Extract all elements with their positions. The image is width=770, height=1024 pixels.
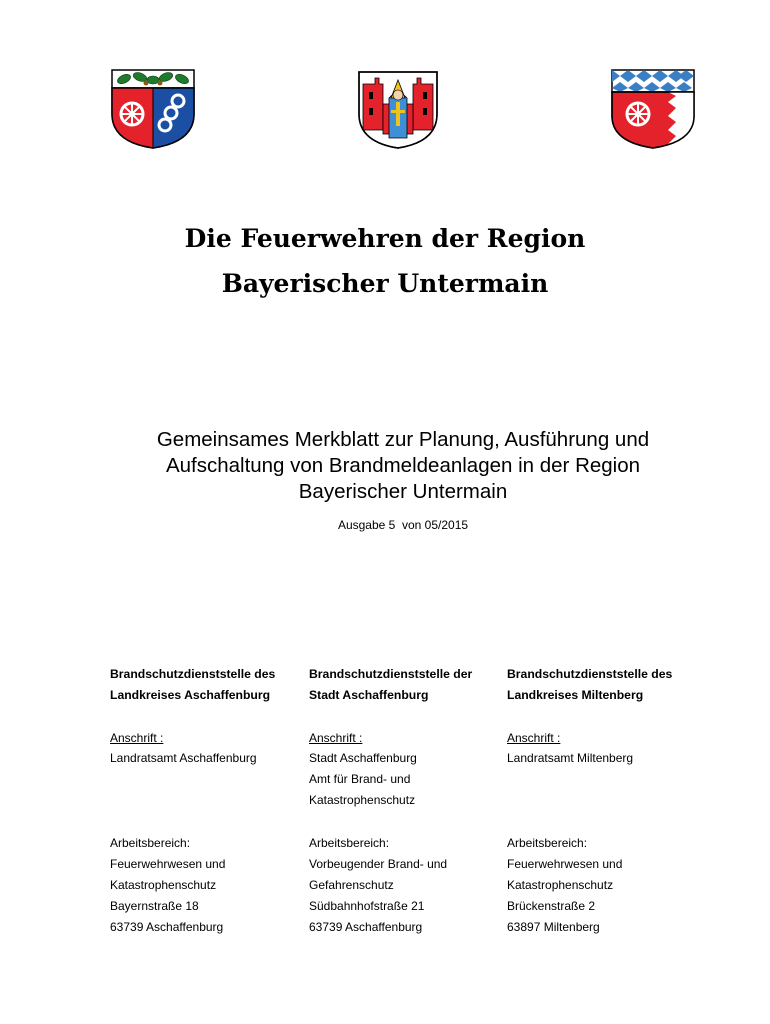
street-address: Brückenstraße 2: [507, 899, 596, 913]
work-area-line: Feuerwehrwesen und: [507, 857, 623, 871]
street-address: Südbahnhofstraße 21: [309, 899, 425, 913]
work-area-line: Katastrophenschutz: [110, 878, 217, 892]
address-line: Landratsamt Aschaffenburg: [110, 751, 257, 765]
column-heading-line-2: Landkreises Miltenberg: [507, 688, 644, 702]
coat-of-arms-stadt-aschaffenburg-icon: [355, 68, 441, 150]
postal-city: 63739 Aschaffenburg: [309, 920, 423, 934]
column-heading-line-1: Brandschutzdienststelle des: [507, 667, 673, 681]
column-heading-line-2: Stadt Aschaffenburg: [309, 688, 429, 702]
work-area-line: Katastrophenschutz: [507, 878, 614, 892]
contact-column-landkreis-miltenberg: [507, 664, 702, 938]
postal-city: 63897 Miltenberg: [507, 920, 600, 934]
work-area-line: Gefahrenschutz: [309, 878, 394, 892]
contact-column-landkreis-aschaffenburg: [110, 664, 305, 938]
column-heading-line-1: Brandschutzdienststelle der: [309, 667, 473, 681]
address-line: Stadt Aschaffenburg: [309, 751, 417, 765]
address-line: Katastrophenschutz: [309, 793, 416, 807]
postal-city: 63739 Aschaffenburg: [110, 920, 224, 934]
address-line: [110, 769, 305, 790]
address-line: Landratsamt Miltenberg: [507, 751, 634, 765]
document-subtitle-line-2: Aufschaltung von Brandmeldeanlagen in der Region: [165, 454, 641, 477]
edition-note: Ausgabe 5 von 05/2015: [337, 518, 469, 532]
work-area-label: Arbeitsbereich:: [309, 836, 390, 850]
coat-of-arms-landkreis-miltenberg-graphic: [610, 68, 696, 150]
column-heading-line-1: Brandschutzdienststelle des: [110, 667, 276, 681]
work-area-line: Feuerwehrwesen und: [110, 857, 226, 871]
work-area-line: Vorbeugender Brand- und: [309, 857, 448, 871]
coat-of-arms-landkreis-aschaffenburg-graphic: [110, 68, 196, 150]
work-area-label: Arbeitsbereich:: [507, 836, 588, 850]
address-line: [507, 769, 702, 790]
document-title-line-1: Die Feuerwehren der Region: [184, 224, 586, 253]
street-address: Bayernstraße 18: [110, 899, 199, 913]
work-area-label: Arbeitsbereich:: [110, 836, 191, 850]
address-label: Anschrift :: [507, 731, 561, 745]
document-subtitle-line-3: Bayerischer Untermain: [298, 480, 508, 503]
address-line: Amt für Brand- und: [309, 772, 411, 786]
coat-of-arms-landkreis-miltenberg-icon: [610, 68, 696, 150]
address-line: [507, 790, 702, 811]
coat-of-arms-stadt-aschaffenburg-graphic: [355, 68, 441, 150]
document-subtitle-line-1: Gemeinsames Merkblatt zur Planung, Ausführung und: [156, 428, 650, 451]
address-label: Anschrift :: [110, 731, 164, 745]
column-heading-line-2: Landkreises Aschaffenburg: [110, 688, 271, 702]
document-title-line-2: Bayerischer Untermain: [221, 269, 549, 298]
address-label: Anschrift :: [309, 731, 363, 745]
address-line: [110, 790, 305, 811]
contact-column-stadt-aschaffenburg: [309, 664, 504, 938]
coat-of-arms-landkreis-aschaffenburg-icon: [110, 68, 196, 150]
